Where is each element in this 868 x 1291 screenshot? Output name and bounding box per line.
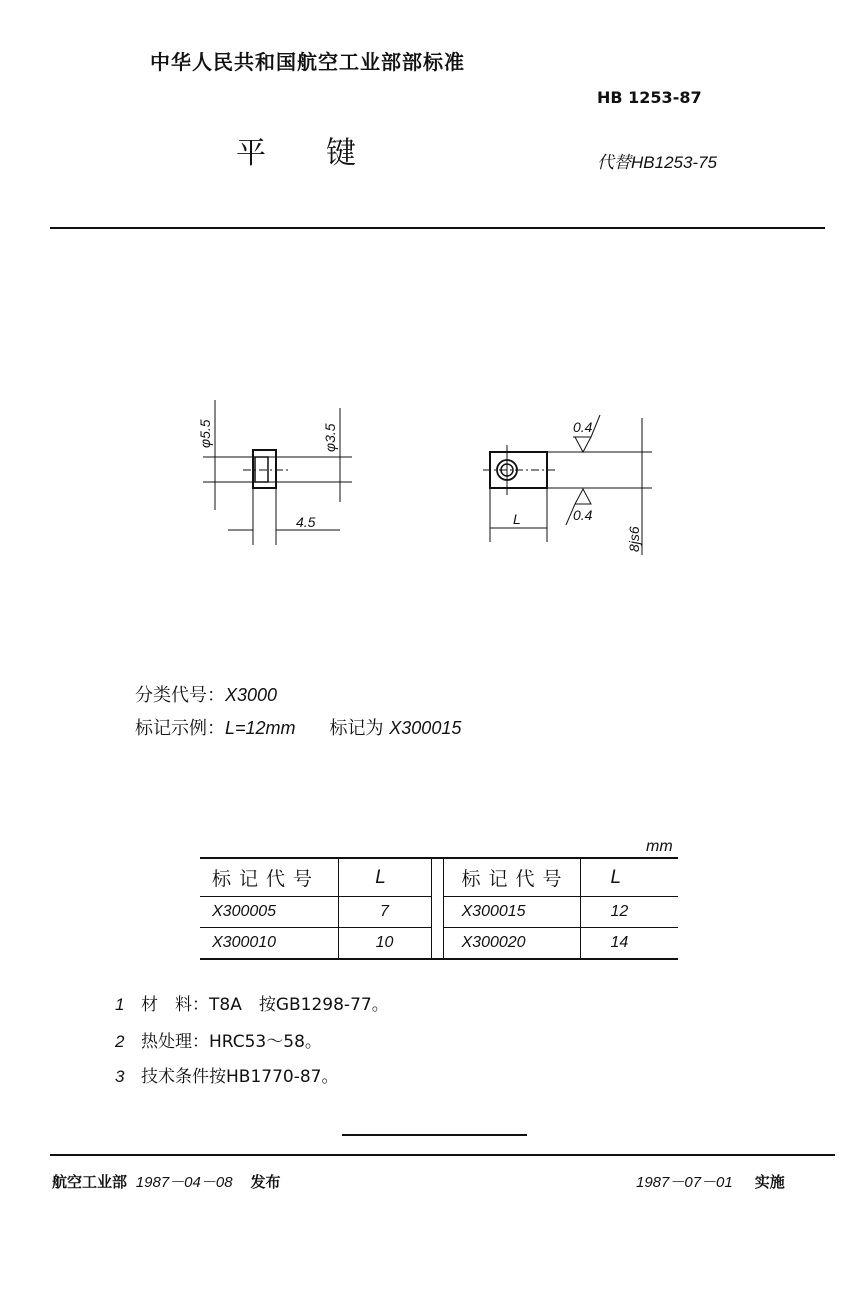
note-3 [115, 1062, 338, 1087]
note-number: 2 [115, 1032, 125, 1051]
marked-as-label: 标记为 [329, 718, 384, 739]
cell-l: 14 [580, 928, 678, 960]
technical-drawing [180, 390, 660, 560]
header-l-left: L [338, 858, 431, 897]
cell-code: X300020 [443, 928, 580, 960]
marking-example-line [135, 714, 461, 740]
note-1 [115, 990, 389, 1015]
cell-l: 10 [338, 928, 431, 960]
table-row [200, 897, 678, 928]
dim-length: L [513, 511, 521, 527]
marked-as-value: X300015 [389, 718, 462, 738]
footer-rule [50, 1154, 835, 1156]
dim-width: 8js6 [626, 526, 642, 552]
issuer: 航空工业部 [52, 1173, 128, 1191]
page-title: 平 键 [236, 136, 356, 171]
dim-inner-diameter: φ3.5 [322, 423, 338, 452]
cell-l: 12 [580, 897, 678, 928]
table-divider [431, 897, 443, 928]
roughness-top: 0.4 [573, 419, 593, 435]
end-mark-rule [342, 1134, 527, 1136]
table-unit: mm [646, 838, 673, 855]
note-2 [115, 1027, 322, 1052]
footer-issue [52, 1171, 281, 1192]
note-text: 技术条件按HB1770-87。 [141, 1067, 339, 1087]
cell-code: X300015 [443, 897, 580, 928]
dim-thickness: 4.5 [296, 514, 316, 530]
dim-outer-diameter: φ5.5 [197, 419, 213, 448]
standard-number-text: HB 1253-87 [597, 88, 702, 107]
replaces-standard: 代替HB1253-75 [597, 153, 718, 172]
standard-number [597, 88, 702, 107]
header-l-right: L [580, 858, 678, 897]
side-view [203, 400, 352, 545]
note-text: 材 料：T8A 按GB1298-77。 [141, 995, 389, 1015]
table-row [200, 928, 678, 960]
roughness-bottom: 0.4 [573, 507, 593, 523]
cell-l: 7 [338, 897, 431, 928]
org-standard-heading: 中华人民共和国航空工业部部标准 [150, 50, 465, 74]
effective-label: 实施 [754, 1173, 785, 1191]
footer-effective [636, 1171, 785, 1192]
header-code-right: 标记代号 [443, 858, 580, 897]
example-value: L=12mm [225, 718, 296, 738]
note-text: 热处理：HRC53～58。 [141, 1032, 322, 1052]
header-code-left: 标记代号 [200, 858, 338, 897]
table-divider [431, 928, 443, 960]
table-header-row [200, 858, 678, 897]
class-code-label: 分类代号： [135, 685, 225, 706]
class-code: X3000 [225, 685, 278, 705]
example-label: 标记示例： [135, 718, 225, 739]
cell-code: X300010 [200, 928, 338, 960]
issue-date: 1987－04－08 [135, 1174, 233, 1191]
cell-code: X300005 [200, 897, 338, 928]
class-code-line [135, 681, 277, 707]
header-rule [50, 227, 825, 229]
issue-label: 发布 [250, 1173, 281, 1191]
effective-date: 1987－07－01 [636, 1174, 733, 1191]
note-number: 3 [115, 1067, 125, 1086]
size-table [200, 857, 678, 960]
table-divider [431, 858, 443, 897]
note-number: 1 [115, 995, 125, 1014]
